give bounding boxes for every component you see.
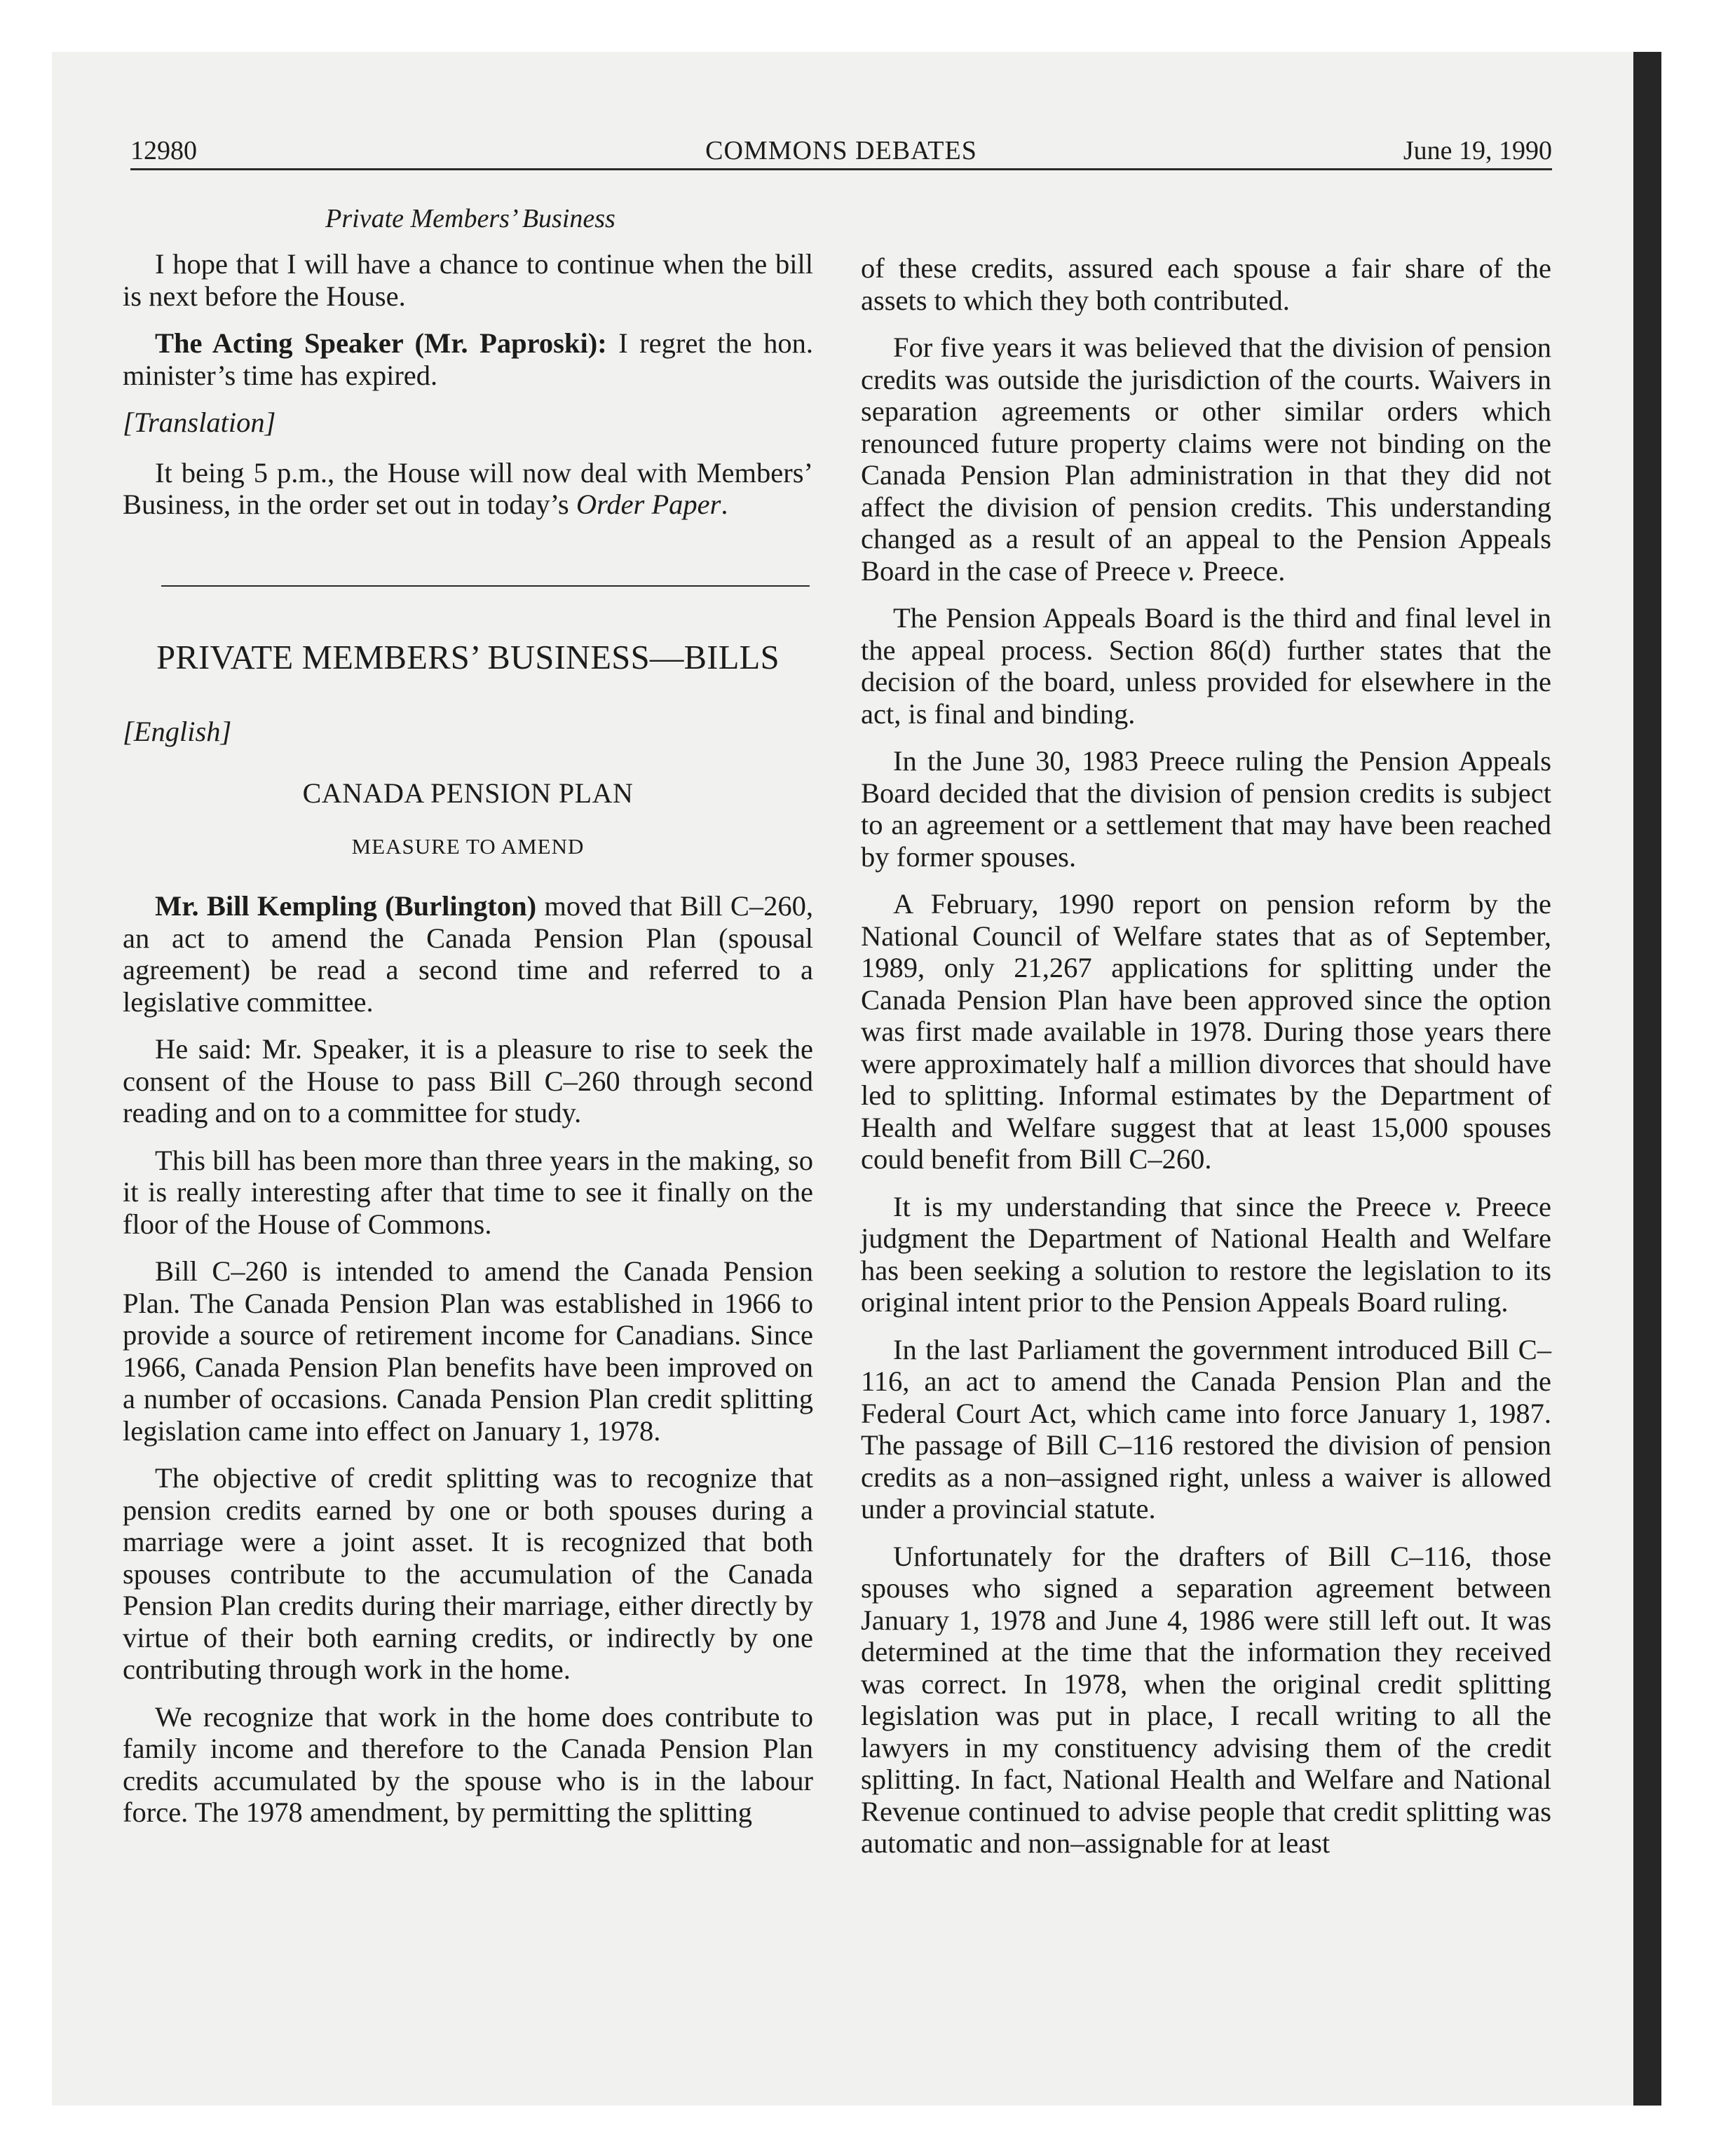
paragraph [861, 332, 1551, 587]
header-date: June 19, 1990 [1403, 136, 1552, 165]
italic-text: Order Paper [576, 489, 721, 520]
speaker-name: The Acting Speaker (Mr. Paproski): [155, 327, 607, 359]
paragraph: In the June 30, 1983 Preece ruling the Pension Appeals Board decided that the division of pension credits is subject to an agreement or a settlement that may have been reached by former spouses. [861, 745, 1551, 873]
right-column [861, 252, 1551, 1875]
bill-subtitle: MEASURE TO AMEND [351, 834, 585, 859]
paragraph: This bill has been more than three years in the making, so it is really interesting after that time to see it finally on the floor of the House of Commons. [123, 1144, 813, 1240]
paragraph: Unfortunately for the drafters of Bill C–116, those spouses who signed a separation agreement between January 1, 1978 and June 4, 1986 were still left out. It was determined at the time that the information they received was correct. In 1978, when the original credit splitting legislation was put in place, I recall writing to all the lawyers in my constituency advising them of the credit splitting. In fact, National Health and Welfare and National Revenue continued to advise people that credit splitting was automatic and non–assignable for at least [861, 1540, 1551, 1859]
paragraph [123, 327, 813, 391]
speech-text: It being 5 p.m., the House will now deal with Members’ Business, in the order set out in today’s [123, 456, 813, 520]
paragraph [861, 1191, 1551, 1318]
paragraph: I hope that I will have a chance to continue when the bill is next before the House. [123, 248, 813, 312]
paragraph: Bill C–260 is intended to amend the Canada Pension Plan. The Canada Pension Plan was established in 1966 to provide a source of retirement income for Canadians. Since 1966, Canada Pension Plan benefits have been improved on a number of occasions. Canada Pension Plan credit splitting legislation came into effect on January 1, 1978. [123, 1255, 813, 1447]
paragraph: The objective of credit splitting was to recognize that pension credits earned by one or both spouses during a marriage were a joint asset. It is recognized that both spouses contribute to the accumulation of the Canada Pension Plan credits during their marriage, either directly by virtue of their both earning credits, or indirectly by one contributing through work in the home. [123, 1462, 813, 1685]
speech-text: moved that Bill C–260, an act to amend the Canada Pension Plan (spousal agreement) be read a second time and referred to a legislative committee. [123, 890, 813, 1018]
paragraph [123, 890, 813, 1018]
language-tag: [Translation] [123, 407, 276, 438]
page-number: 12980 [130, 136, 197, 165]
page-header [130, 133, 1552, 168]
paragraph: of these credits, assured each spouse a fair share of the assets to which they both contributed. [861, 252, 1551, 316]
speech-text: I regret the hon. minister’s time has expired. [123, 327, 813, 391]
italic-text: v. [1178, 554, 1196, 587]
paragraph: In the last Parliament the government introduced Bill C–116, an act to amend the Canada Pension Plan and the Federal Court Act, which came into force January 1, 1987. The passage of Bill C–116 restored the division of pension credits as a non–assigned right, unless a waiver is allowed under a provincial statute. [861, 1333, 1551, 1524]
italic-text: v. [1444, 1190, 1463, 1222]
paragraph: He said: Mr. Speaker, it is a pleasure to rise to seek the consent of the House to pass Bill C–260 through second reading and on to a committee for study. [123, 1033, 813, 1128]
speech-text: It is my understanding that since the Preece [893, 1190, 1445, 1222]
paragraph: A February, 1990 report on pension reform by the National Council of Welfare states that as of September, 1989, only 21,267 applications for splitting under the Canada Pension Plan have been approved since the option was first made available in 1978. During those years there were approximately half a million divorces that should have led to splitting. Informal estimates by the Department of Health and Welfare suggest that at least 15,000 spouses could benefit from Bill C–260. [861, 888, 1551, 1175]
publication-title: COMMONS DEBATES [705, 136, 977, 165]
paragraph: We recognize that work in the home does contribute to family income and therefore to the Canada Pension Plan credits accumulated by the spouse who is in the labour force. The 1978 amendment, by permitting the splitting [123, 1700, 813, 1828]
paragraph: The Pension Appeals Board is the third and final level in the appeal process. Section 86(d) further states that the decision of the board, unless provided for elsewhere in the act, is final and binding. [861, 602, 1551, 730]
speaker-name: Mr. Bill Kempling (Burlington) [155, 890, 537, 922]
language-tag: [English] [123, 715, 232, 747]
bill-title: CANADA PENSION PLAN [302, 777, 634, 809]
running-head: Private Members’ Business [325, 204, 615, 233]
speech-text: . [721, 489, 728, 520]
speech-text: Preece. [1195, 554, 1286, 587]
section-separator [161, 585, 810, 587]
paragraph [123, 457, 813, 521]
speech-text: Preece judgment the Department of National Health and Welfare has been seeking a solution to restore the legislation to its original intent prior to the Pension Appeals Board ruling. [861, 1190, 1552, 1318]
speech-text: For five years it was believed that the division of pension credits was outside the jurisdiction of the courts. Waivers in separation agreements or other similar orders which renounced future property claims were not binding on the Canada Pension Plan administration in that they did not affect the division of pension credits. This understanding changed as a result of an appeal to the Pension Appeals Board in the case of Preece [861, 332, 1551, 587]
header-rule [130, 168, 1552, 170]
section-heading: PRIVATE MEMBERS’ BUSINESS—BILLS [156, 639, 780, 676]
left-column [123, 248, 813, 1844]
scan-dark-edge [1633, 52, 1661, 2106]
